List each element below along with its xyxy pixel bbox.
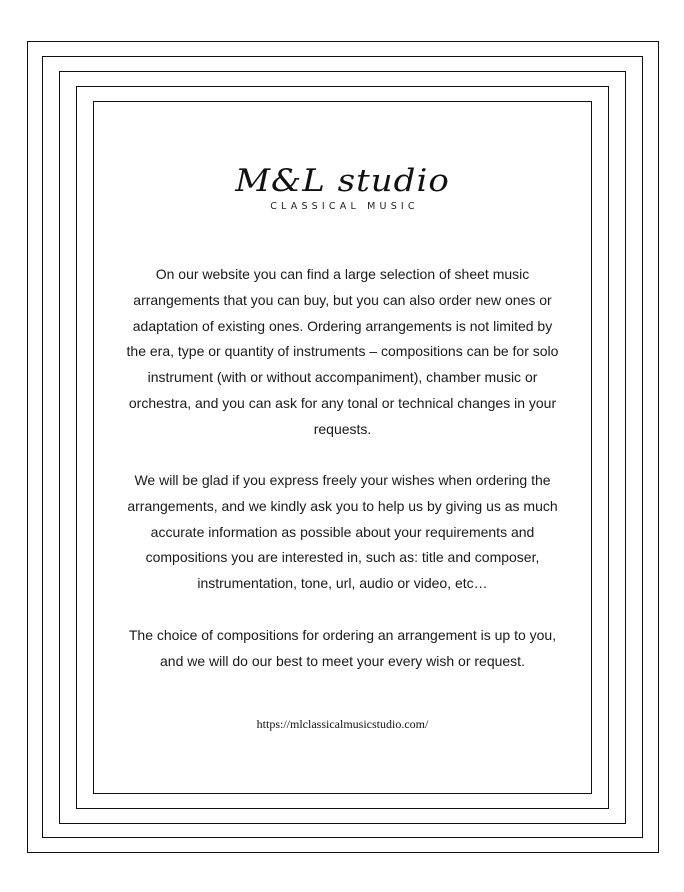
website-link[interactable]: https://mlclassicalmusicstudio.com/ [256, 717, 429, 731]
request-paragraph: We will be glad if you express freely your wishes when ordering the arrangements, and we kindly ask you to help us by giving us as much accurate information as possible about your requirements and compositions you are interested in, such as: title and composer, instrumentation, tone, url, audio or video, etc… [127, 472, 558, 592]
logo-script-text: M&L studio [235, 162, 450, 200]
page-content [93, 101, 592, 794]
logo-subtitle: CLASSICAL MUSIC [270, 201, 419, 212]
closing-paragraph: The choice of compositions for ordering an arrangement is up to you, and we will do our best to meet your every wish or request. [128, 627, 557, 669]
intro-paragraph: On our website you can find a large selection of sheet music arrangements that you can buy, but you can also order new ones or adaptation of existing ones. Ordering arrangements is not limited by the era, type or quantity of instruments – compositions can be for solo instrument (with or without accompaniment), chamber music or orchestra, and you can ask for any tonal or technical changes in your requests. [126, 266, 559, 437]
studio-logo [93, 163, 592, 212]
